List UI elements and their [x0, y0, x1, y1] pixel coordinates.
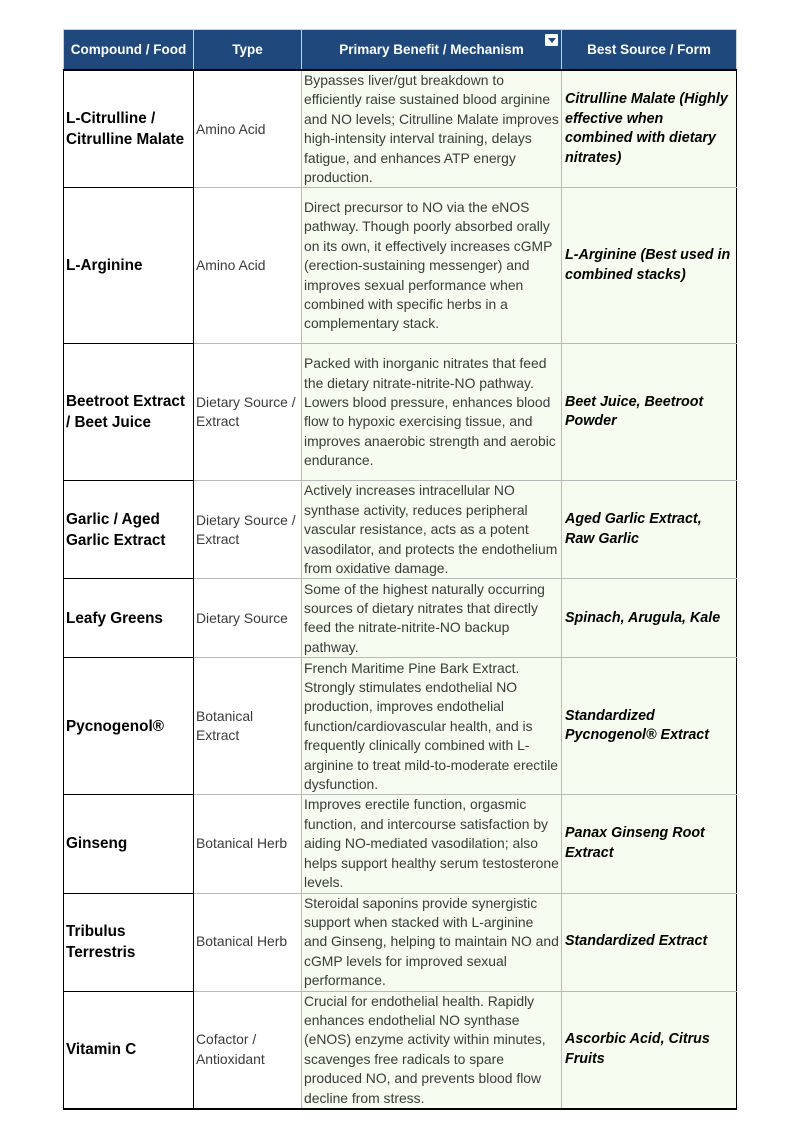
- source-cell: Spinach, Arugula, Kale: [562, 579, 737, 658]
- benefit-cell: Steroidal saponins provide synergistic support when stacked with L-arginine and Ginseng, helping to maintain NO and cGMP levels for improved sexual performance.: [302, 893, 562, 991]
- table-row: [64, 188, 737, 344]
- compound-cell: Beetroot Extract / Beet Juice: [64, 344, 194, 481]
- source-cell: Aged Garlic Extract, Raw Garlic: [562, 481, 737, 579]
- compound-cell: Tribulus Terrestris: [64, 893, 194, 991]
- compound-cell: Vitamin C: [64, 991, 194, 1109]
- benefit-cell: Some of the highest naturally occurring sources of dietary nitrates that directly feed the nitrate-nitrite-NO backup pathway.: [302, 579, 562, 658]
- type-cell: Botanical Herb: [194, 893, 302, 991]
- source-cell: Standardized Pycnogenol® Extract: [562, 658, 737, 795]
- benefit-cell: Improves erectile function, orgasmic function, and intercourse satisfaction by aiding NO-mediated vasodilation; also helps support healthy serum testosterone levels.: [302, 795, 562, 893]
- header-benefit: [302, 30, 562, 71]
- table-row: [64, 991, 737, 1109]
- compound-cell: L-Citrulline / Citrulline Malate: [64, 70, 194, 188]
- type-cell: Botanical Herb: [194, 795, 302, 893]
- source-cell: Panax Ginseng Root Extract: [562, 795, 737, 893]
- benefit-cell: Crucial for endothelial health. Rapidly enhances endothelial NO synthase (eNOS) enzyme activity within minutes, scavenges free radicals to spare produced NO, and prevents blood flow decline from stress.: [302, 991, 562, 1109]
- header-row: [64, 30, 737, 71]
- table-row: [64, 70, 737, 188]
- benefit-cell: Bypasses liver/gut breakdown to efficiently raise sustained blood arginine and NO levels; Citrulline Malate improves high-intensity interval training, delays fatigue, and enhances ATP energy production.: [302, 70, 562, 188]
- table-row: [64, 795, 737, 893]
- header-compound: Compound / Food: [64, 30, 194, 71]
- benefit-cell: Packed with inorganic nitrates that feed the dietary nitrate-nitrite-NO pathway. Lowers blood pressure, enhances blood flow to hypoxic exercising tissue, and improves anaerobic strength and aerobic endurance.: [302, 344, 562, 481]
- source-cell: L-Arginine (Best used in combined stacks): [562, 188, 737, 344]
- benefit-cell: Direct precursor to NO via the eNOS pathway. Though poorly absorbed orally on its own, it effectively increases cGMP (erection-sustaining messenger) and improves sexual performance when combined with specific herbs in a complementary stack.: [302, 188, 562, 344]
- table-row: [64, 579, 737, 658]
- source-cell: Ascorbic Acid, Citrus Fruits: [562, 991, 737, 1109]
- compound-cell: L-Arginine: [64, 188, 194, 344]
- table-row: [64, 481, 737, 579]
- compound-cell: Leafy Greens: [64, 579, 194, 658]
- compound-table: [63, 29, 737, 1110]
- type-cell: Dietary Source / Extract: [194, 344, 302, 481]
- header-benefit-label: Primary Benefit / Mechanism: [339, 41, 524, 57]
- source-cell: Citrulline Malate (Highly effective when combined with dietary nitrates): [562, 70, 737, 188]
- table-row: [64, 344, 737, 481]
- header-source: Best Source / Form: [562, 30, 737, 71]
- table-row: [64, 658, 737, 795]
- type-cell: Dietary Source: [194, 579, 302, 658]
- type-cell: Dietary Source / Extract: [194, 481, 302, 579]
- compound-cell: Pycnogenol®: [64, 658, 194, 795]
- table-row: [64, 893, 737, 991]
- type-cell: Amino Acid: [194, 70, 302, 188]
- filter-dropdown-icon[interactable]: [545, 34, 558, 46]
- benefit-cell: Actively increases intracellular NO synthase activity, reduces peripheral vascular resistance, acts as a potent vasodilator, and protects the endothelium from oxidative damage.: [302, 481, 562, 579]
- source-cell: Beet Juice, Beetroot Powder: [562, 344, 737, 481]
- source-cell: Standardized Extract: [562, 893, 737, 991]
- compound-cell: Ginseng: [64, 795, 194, 893]
- benefit-cell: French Maritime Pine Bark Extract. Strongly stimulates endothelial NO production, improves endothelial function/cardiovascular health, and is frequently clinically combined with L-arginine to treat mild-to-moderate erectile dysfunction.: [302, 658, 562, 795]
- type-cell: Amino Acid: [194, 188, 302, 344]
- compound-cell: Garlic / Aged Garlic Extract: [64, 481, 194, 579]
- header-type: Type: [194, 30, 302, 71]
- type-cell: Botanical Extract: [194, 658, 302, 795]
- type-cell: Cofactor / Antioxidant: [194, 991, 302, 1109]
